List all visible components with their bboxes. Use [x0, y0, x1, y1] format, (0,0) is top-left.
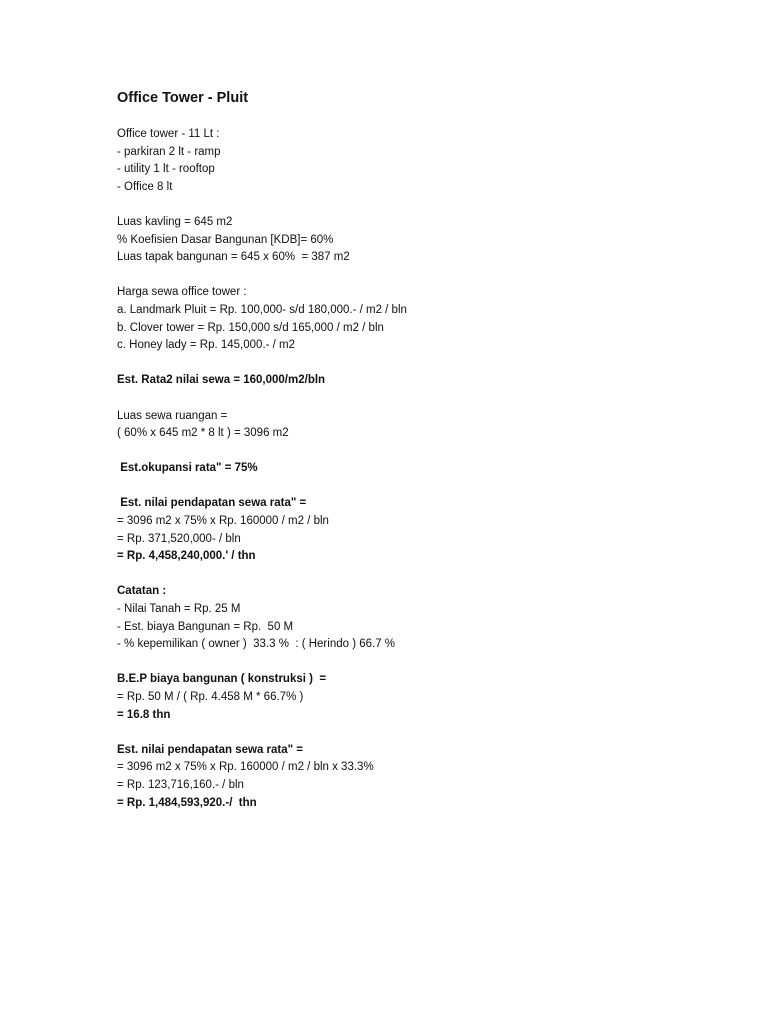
text-line: Catatan :	[117, 585, 167, 598]
text-line: = 16.8 thn	[117, 708, 171, 721]
text-line: - parkiran 2 lt - ramp	[117, 145, 221, 158]
document-title: Office Tower - Pluit	[117, 90, 249, 106]
text-line: = Rp. 50 M / ( Rp. 4.458 M * 66.7% )	[117, 691, 304, 703]
text-line: - Office 8 lt	[117, 180, 173, 193]
text-line: = Rp. 4,458,240,000.' / thn	[117, 550, 256, 563]
text-line: = Rp. 1,484,593,920.-/ thn	[117, 796, 257, 809]
text-line: b. Clover tower = Rp. 150,000 s/d 165,000 / m2 / bln	[117, 321, 384, 334]
text-line: - Nilai Tanah = Rp. 25 M	[117, 603, 241, 616]
text-line: = Rp. 371,520,000- / bln	[117, 532, 241, 545]
text-line: = Rp. 123,716,160.- / bln	[117, 778, 244, 791]
text-line: B.E.P biaya bangunan ( konstruksi ) =	[117, 673, 327, 686]
blank-line	[117, 478, 737, 496]
text-line: Luas sewa ruangan =	[117, 409, 228, 422]
blank-line	[117, 724, 737, 742]
text-line: a. Landmark Pluit = Rp. 100,000- s/d 180,000.- / m2 / bln	[117, 303, 407, 316]
text-line: Est.okupansi rata" = 75%	[117, 462, 258, 475]
document-body	[117, 126, 737, 812]
text-line: Luas kavling = 645 m2	[117, 215, 233, 228]
blank-line	[117, 267, 737, 285]
text-line: % Koefisien Dasar Bangunan [KDB]= 60%	[117, 233, 334, 246]
text-line: ( 60% x 645 m2 * 8 lt ) = 3096 m2	[117, 427, 289, 440]
blank-line	[117, 355, 737, 373]
text-line: Luas tapak bangunan = 645 x 60% = 387 m2	[117, 251, 350, 264]
text-line: c. Honey lady = Rp. 145,000.- / m2	[117, 339, 296, 352]
blank-line	[117, 196, 737, 214]
blank-line	[117, 566, 737, 584]
blank-line	[117, 654, 737, 672]
text-line: - utility 1 lt - rooftop	[117, 163, 215, 176]
text-line: Est. Rata2 nilai sewa = 160,000/m2/bln	[117, 374, 326, 387]
text-line: = 3096 m2 x 75% x Rp. 160000 / m2 / bln	[117, 515, 329, 528]
blank-line	[117, 443, 737, 461]
text-line: - Est. biaya Bangunan = Rp. 50 M	[117, 620, 294, 633]
text-line: Harga sewa office tower :	[117, 286, 247, 299]
text-line: Office tower - 11 Lt :	[117, 128, 220, 140]
text-line: = 3096 m2 x 75% x Rp. 160000 / m2 / bln x 33.3%	[117, 761, 374, 774]
text-line: Est. nilai pendapatan sewa rata" =	[117, 497, 307, 510]
text-line: - % kepemilikan ( owner ) 33.3 % : ( Herindo ) 66.7 %	[117, 638, 396, 651]
blank-line	[117, 390, 737, 408]
text-line: Est. nilai pendapatan sewa rata" =	[117, 743, 304, 756]
document-page	[117, 88, 737, 812]
